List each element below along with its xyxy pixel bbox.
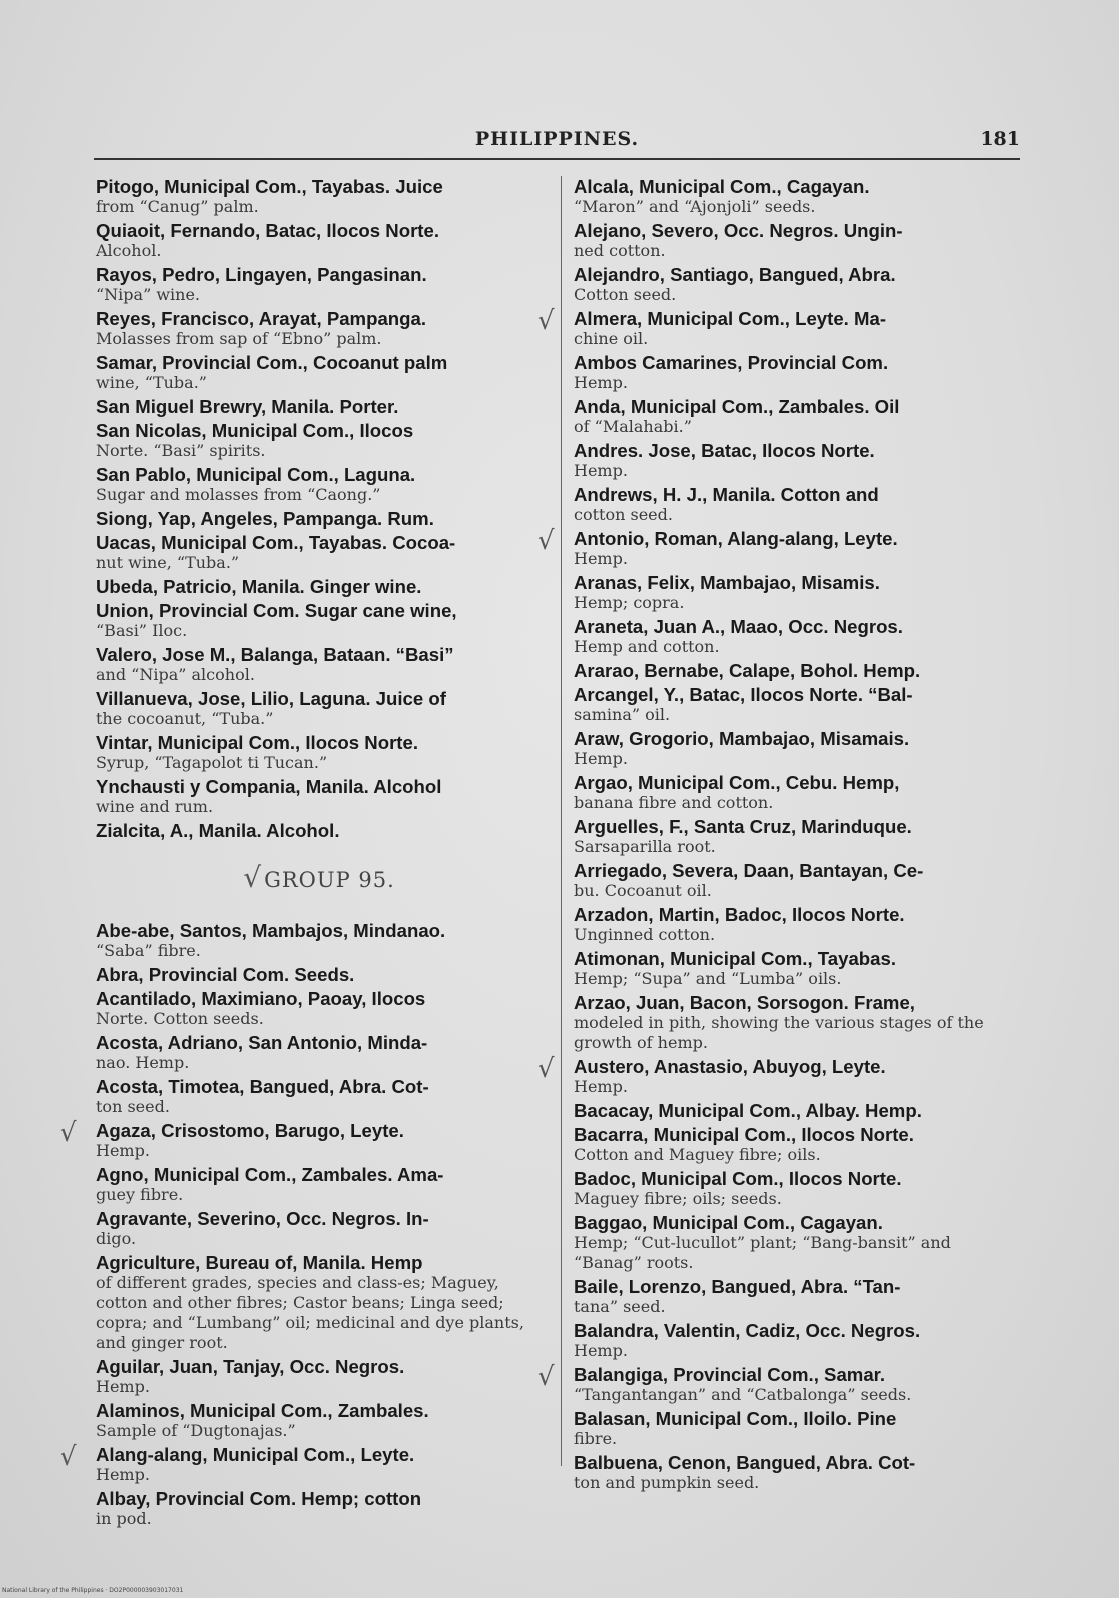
index-entry [574,484,1020,525]
entry-description: modeled in pith, showing the various stages of the growth of hemp. [574,1013,984,1052]
index-entry [574,264,1020,305]
entry-heading: Quiaoit, Fernando, Batac, Ilocos Norte. [96,220,440,241]
page-header [94,128,1020,154]
index-entry [574,860,1020,901]
entry-description: nao. Hemp. [96,1053,190,1072]
entry-description: guey fibre. [96,1185,184,1204]
entry-description: Norte. Cotton seeds. [96,1009,264,1028]
index-entry [96,776,542,817]
entry-heading: Agaza, Crisostomo, Barugo, Leyte. [96,1120,404,1141]
index-entry [574,948,1020,989]
entry-description: Sugar and molasses from “Caong.” [96,485,381,504]
entry-description: fibre. [574,1429,618,1448]
entry-description: Hemp. [574,1341,628,1360]
index-entry [96,264,542,305]
entry-description: and “Nipa” alcohol. [96,665,255,684]
index-entry [60,1118,542,1161]
entry-heading: Agriculture, Bureau of, Manila. Hemp [96,1252,423,1273]
entry-heading: Balandra, Valentin, Cadiz, Occ. Negros. [574,1320,921,1341]
check-mark-icon: √ [538,526,555,556]
entry-description: banana fibre and cotton. [574,793,774,812]
entry-heading: Albay, Provincial Com. Hemp; cotton [96,1488,422,1509]
index-entry [538,526,1020,569]
entry-description: ton and pumpkin seed. [574,1473,760,1492]
entry-heading: Alang-alang, Municipal Com., Leyte. [96,1444,415,1465]
entry-heading: Arzadon, Martin, Badoc, Ilocos Norte. [574,904,905,925]
entry-description: of different grades, species and class-es; Maguey, cotton and other fibres; Castor beans; Linga seed; copra; and “Lumbang” oil; medicinal and dye plants, and ginger root. [96,1273,524,1352]
index-entry [96,464,542,505]
entry-heading: Abra, Provincial Com. Seeds. [96,964,355,985]
entry-heading: Austero, Anastasio, Abuyog, Leyte. [574,1056,886,1077]
entry-description: “Tangantangan” and “Catbalonga” seeds. [574,1385,912,1404]
entry-description: of “Malahabi.” [574,417,692,436]
index-entry [574,220,1020,261]
index-entry [574,728,1020,769]
index-entry [96,1164,542,1205]
index-entry [96,688,542,729]
entry-heading: Ubeda, Patricio, Manila. Ginger wine. [96,576,422,597]
entry-description: wine and rum. [96,797,214,816]
entry-heading: Bacarra, Municipal Com., Ilocos Norte. [574,1124,914,1145]
index-entry [96,644,542,685]
entry-heading: Alejandro, Santiago, Bangued, Abra. [574,264,896,285]
footer-attribution: National Library of the Philippines · DO2P000003903017031 [2,1587,184,1594]
index-entry [96,732,542,773]
entry-heading: Acosta, Timotea, Bangued, Abra. Cot- [96,1076,429,1097]
entry-description: digo. [96,1229,137,1248]
entry-description: Sample of “Dugtonajas.” [96,1421,296,1440]
entry-description: Sarsaparilla root. [574,837,716,856]
index-entry [96,1252,542,1353]
entry-heading: Balangiga, Provincial Com., Samar. [574,1364,886,1385]
entry-description: Molasses from sap of “Ebno” palm. [96,329,382,348]
entry-description: Hemp and cotton. [574,637,720,656]
index-entry [96,396,542,417]
entry-heading: Agravante, Severino, Occ. Negros. In- [96,1208,429,1229]
entry-heading: Andrews, H. J., Manila. Cotton and [574,484,879,505]
entry-heading: Ararao, Bernabe, Calape, Bohol. Hemp. [574,660,921,681]
entry-heading: Abe-abe, Santos, Mambajos, Mindanao. [96,920,446,941]
check-mark-icon: √ [538,1054,555,1084]
entry-heading: Arguelles, F., Santa Cruz, Marinduque. [574,816,912,837]
entry-heading: Ynchausti y Compania, Manila. Alcohol [96,776,442,797]
check-mark-icon: √ [60,1442,77,1472]
page-title: PHILIPPINES. [474,128,640,150]
index-entry [96,532,542,573]
index-entry [538,1362,1020,1405]
entry-heading: Almera, Municipal Com., Leyte. Ma- [574,308,887,329]
index-entry [574,1408,1020,1449]
index-entry [574,660,1020,681]
entry-description: Maguey fibre; oils; seeds. [574,1189,782,1208]
right-column [538,176,1020,1496]
index-entry [96,420,542,461]
entry-description: Syrup, “Tagapolot ti Tucan.” [96,753,328,772]
entry-heading: Arcangel, Y., Batac, Ilocos Norte. “Bal- [574,684,913,705]
check-mark-icon: √ [538,306,555,336]
index-entry [574,772,1020,813]
entry-heading: Zialcita, A., Manila. Alcohol. [96,820,340,841]
index-entry [574,440,1020,481]
index-entry [574,1212,1020,1273]
index-entry [96,1400,542,1441]
entry-description: tana” seed. [574,1297,666,1316]
left-entries-after-group [60,920,542,1529]
entry-description: cotton seed. [574,505,673,524]
index-entry [96,220,542,261]
index-entry [96,308,542,349]
index-entry [574,1168,1020,1209]
entry-description: Cotton and Maguey fibre; oils. [574,1145,821,1164]
entry-heading: Agno, Municipal Com., Zambales. Ama- [96,1164,444,1185]
entry-description: chine oil. [574,329,649,348]
entry-description: from “Canug” palm. [96,197,259,216]
entry-description: Alcohol. [96,241,162,260]
entry-heading: Balbuena, Cenon, Bangued, Abra. Cot- [574,1452,916,1473]
index-entry [574,904,1020,945]
index-entry [96,820,542,841]
entry-heading: Araw, Grogorio, Mambajao, Misamais. [574,728,910,749]
column-divider [561,176,562,1466]
entry-description: “Maron” and “Ajonjoli” seeds. [574,197,816,216]
entry-heading: Arzao, Juan, Bacon, Sorsogon. Frame, [574,992,915,1013]
left-entries-before-group [96,176,542,841]
index-entry [574,176,1020,217]
entry-description: the cocoanut, “Tuba.” [96,709,274,728]
entry-heading: Atimonan, Municipal Com., Tayabas. [574,948,896,969]
check-mark-icon: √ [538,1362,555,1392]
index-entry [574,1452,1020,1493]
index-entry [574,992,1020,1053]
entry-description: “Saba” fibre. [96,941,201,960]
entry-heading: Alcala, Municipal Com., Cagayan. [574,176,870,197]
entry-description: nut wine, “Tuba.” [96,553,240,572]
entry-description: Norte. “Basi” spirits. [96,441,266,460]
index-entry [96,600,542,641]
entry-heading: Bacacay, Municipal Com., Albay. Hemp. [574,1100,922,1121]
entry-heading: Reyes, Francisco, Arayat, Pampanga. [96,308,427,329]
entry-description: ton seed. [96,1097,170,1116]
index-entry [96,920,542,961]
entry-description: bu. Cocoanut oil. [574,881,712,900]
entry-description: Hemp; “Supa” and “Lumba” oils. [574,969,842,988]
entry-heading: Acantilado, Maximiano, Paoay, Ilocos [96,988,426,1009]
entry-description: wine, “Tuba.” [96,373,207,392]
entry-description: Hemp. [574,1077,628,1096]
entry-heading: Vintar, Municipal Com., Ilocos Norte. [96,732,419,753]
index-entry [96,1208,542,1249]
entry-heading: Argao, Municipal Com., Cebu. Hemp, [574,772,900,793]
index-entry [96,576,542,597]
entry-heading: Villanueva, Jose, Lilio, Laguna. Juice of [96,688,446,709]
index-entry [96,1356,542,1397]
index-entry [96,1488,542,1529]
entry-heading: Balasan, Municipal Com., Iloilo. Pine [574,1408,897,1429]
entry-heading: Arriegado, Severa, Daan, Bantayan, Ce- [574,860,924,881]
entry-description: Hemp; copra. [574,593,685,612]
entry-heading: Aranas, Felix, Mambajao, Misamis. [574,572,880,593]
entry-description: in pod. [96,1509,152,1528]
entry-description: Cotton seed. [574,285,677,304]
entry-heading: San Nicolas, Municipal Com., Ilocos [96,420,414,441]
entry-description: “Nipa” wine. [96,285,201,304]
index-entry [538,306,1020,349]
entry-heading: Aguilar, Juan, Tanjay, Occ. Negros. [96,1356,405,1377]
index-entry [574,1320,1020,1361]
check-mark-icon: √ [243,861,263,894]
entry-heading: Alaminos, Municipal Com., Zambales. [96,1400,429,1421]
index-entry [574,1100,1020,1121]
check-mark-icon: √ [60,1118,77,1148]
entry-description: Hemp. [574,373,628,392]
entry-heading: Samar, Provincial Com., Cocoanut palm [96,352,448,373]
index-entry [574,572,1020,613]
entry-heading: Uacas, Municipal Com., Tayabas. Cocoa- [96,532,456,553]
index-entry [574,616,1020,657]
index-entry [96,1032,542,1073]
right-entries [538,176,1020,1493]
index-entry [96,352,542,393]
entry-heading: Union, Provincial Com. Sugar cane wine, [96,600,457,621]
entry-heading: Alejano, Severo, Occ. Negros. Ungin- [574,220,903,241]
index-entry [574,1124,1020,1165]
index-entry [574,816,1020,857]
index-entry [60,1442,542,1485]
index-entry [96,176,542,217]
index-entry [96,988,542,1029]
index-entry [96,964,542,985]
entry-heading: Siong, Yap, Angeles, Pampanga. Rum. [96,508,434,529]
entry-description: Hemp. [574,749,628,768]
index-entry [96,1076,542,1117]
index-entry [574,1276,1020,1317]
entry-heading: Ambos Camarines, Provincial Com. [574,352,889,373]
entry-heading: Baile, Lorenzo, Bangued, Abra. “Tan- [574,1276,901,1297]
entry-heading: Araneta, Juan A., Maao, Occ. Negros. [574,616,903,637]
page-number: 181 [980,128,1020,150]
entry-description: Unginned cotton. [574,925,716,944]
entry-heading: Rayos, Pedro, Lingayen, Pangasinan. [96,264,427,285]
entry-heading: Anda, Municipal Com., Zambales. Oil [574,396,900,417]
left-column [60,176,542,1532]
entry-heading: Andres. Jose, Batac, Ilocos Norte. [574,440,875,461]
entry-heading: Acosta, Adriano, San Antonio, Minda- [96,1032,428,1053]
entry-heading: San Miguel Brewry, Manila. Porter. [96,396,399,417]
entry-heading: Pitogo, Municipal Com., Tayabas. Juice [96,176,443,197]
index-entry [574,352,1020,393]
entry-heading: San Pablo, Municipal Com., Laguna. [96,464,416,485]
entry-heading: Valero, Jose M., Balanga, Bataan. “Basi” [96,644,454,665]
group-heading [96,861,542,894]
index-entry [574,396,1020,437]
group-heading-text: GROUP 95. [264,868,395,892]
index-entry [538,1054,1020,1097]
entry-description: ned cotton. [574,241,666,260]
entry-heading: Badoc, Municipal Com., Ilocos Norte. [574,1168,902,1189]
entry-description: Hemp; “Cut-lucullot” plant; “Bang-bansit” and “Banag” roots. [574,1233,951,1272]
entry-heading: Antonio, Roman, Alang-alang, Leyte. [574,528,898,549]
entry-description: Hemp. [96,1377,150,1396]
index-entry [574,684,1020,725]
entry-heading: Baggao, Municipal Com., Cagayan. [574,1212,883,1233]
entry-description: Hemp. [96,1141,150,1160]
entry-description: samina” oil. [574,705,671,724]
entry-description: Hemp. [574,549,628,568]
entry-description: Hemp. [96,1465,150,1484]
entry-description: Hemp. [574,461,628,480]
entry-description: “Basi” Iloc. [96,621,188,640]
index-entry [96,508,542,529]
header-rule [94,158,1020,160]
